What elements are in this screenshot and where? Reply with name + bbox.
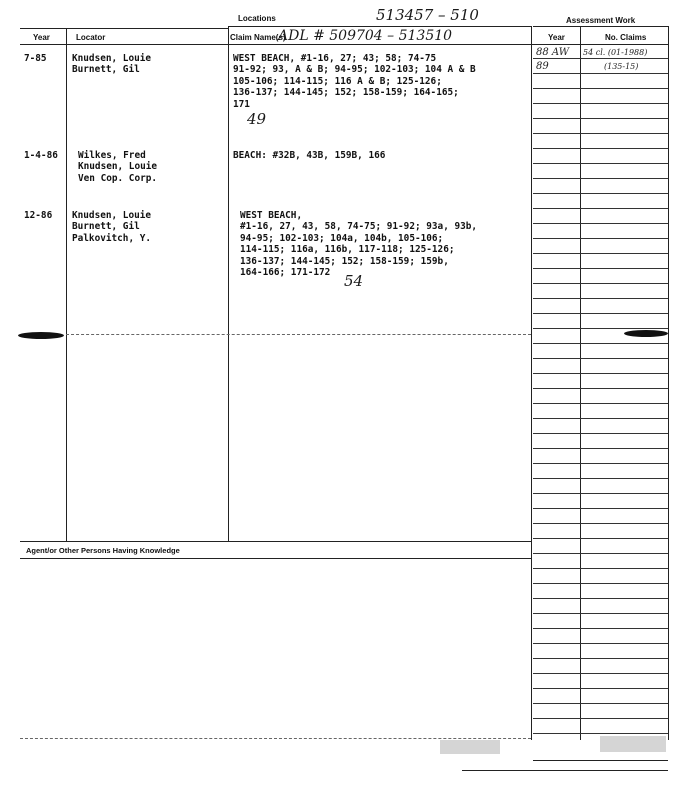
- entry-2-claims: [233, 150, 385, 161]
- entry-1-year: 7-85: [24, 53, 47, 64]
- claim-line: 171: [233, 98, 250, 110]
- claim-line: WEST BEACH,: [240, 210, 303, 221]
- assessment-header-top-rule: [533, 26, 668, 27]
- agent-label: Agent/or Other Persons Having Knowledge: [26, 546, 180, 555]
- locations-label: Locations: [238, 14, 276, 23]
- claim-names-column-header: Claim Name(s): [230, 33, 286, 42]
- entry-3-locators: [72, 210, 151, 244]
- entry-3-year: 12-86: [24, 210, 53, 221]
- claim-line: 136-137; 144-145; 152; 158-159; 159b,: [240, 255, 449, 267]
- agent-section-rule: [20, 541, 531, 542]
- locator-name: Ven Cop. Corp.: [78, 172, 158, 184]
- assessment-year-column-header: Year: [548, 33, 565, 42]
- claim-line: BEACH: #32B, 43B, 159B, 166: [233, 150, 386, 161]
- entry-2-year: 1-4-86: [24, 150, 58, 161]
- dashed-scan-line-bottom: [20, 738, 531, 739]
- assessment-work-label: Assessment Work: [566, 16, 636, 25]
- claim-line: 136-137; 144-145; 152; 158-159; 164-165;: [233, 87, 459, 99]
- claim-line: 105-106; 114-115; 116 A & B; 125-126;: [233, 75, 442, 87]
- assessment-year-1: 88 AW: [536, 47, 569, 58]
- scan-noise: [600, 736, 666, 752]
- claims-assessment-divider: [531, 26, 532, 740]
- dashed-scan-line: [66, 334, 531, 335]
- ink-smudge-right: [624, 330, 668, 337]
- entry-1-locators: [72, 53, 151, 76]
- locator-name: Knudsen, Louie: [72, 53, 152, 64]
- header-top-rule-left: [20, 28, 228, 29]
- entry-3-claims: [240, 210, 477, 278]
- assessment-claims-column-header: No. Claims: [605, 33, 647, 42]
- form-right-border: [668, 26, 669, 740]
- claim-line: #1-16, 27, 43, 58, 74-75; 91-92; 93a, 93b,: [240, 221, 478, 233]
- assessment-claims-2: (135-15): [604, 62, 639, 71]
- claim-line: 114-115; 116a, 116b, 117-118; 125-126;: [240, 244, 455, 256]
- bottom-rule-2: [533, 760, 668, 761]
- locator-name: Burnett, Gil: [72, 64, 140, 76]
- locator-name: Burnett, Gil: [72, 221, 140, 233]
- claim-line: WEST BEACH, #1-16, 27; 43; 58; 74-75: [233, 53, 437, 64]
- locator-name: Knudsen, Louie: [72, 210, 152, 221]
- entry-1-count-note: 49: [247, 110, 267, 128]
- claim-line: 94-95; 102-103; 104a, 104b, 105-106;: [240, 232, 444, 244]
- locator-column-header: Locator: [76, 33, 106, 42]
- locator-claims-divider: [228, 26, 229, 541]
- locator-name: Knudsen, Louie: [78, 161, 158, 173]
- agent-label-rule: [20, 558, 531, 559]
- scan-noise: [440, 740, 500, 754]
- locations-handwritten: 513457 – 510: [376, 6, 479, 24]
- bottom-rule: [462, 770, 668, 771]
- header-bottom-rule: [20, 44, 668, 45]
- year-locator-divider: [66, 28, 67, 541]
- entry-1-claims: [233, 53, 476, 110]
- assessment-claims-1: 54 cl. (01-1988): [583, 48, 648, 57]
- locator-name: Palkovitch, Y.: [72, 232, 152, 244]
- entry-3-count-note: 54: [344, 272, 364, 290]
- claim-line: 164-166; 171-172: [240, 267, 331, 279]
- claim-names-handwritten: ADL # 509704 – 513510: [278, 28, 453, 44]
- locator-name: Wilkes, Fred: [78, 150, 146, 161]
- entry-2-locators: [78, 150, 157, 184]
- ink-smudge-left: [18, 332, 64, 339]
- header-top-rule: [228, 26, 531, 27]
- claim-line: 91-92; 93, A & B; 94-95; 102-103; 104 A & B: [233, 64, 476, 76]
- assessment-year-2: 89: [536, 61, 549, 72]
- year-column-header: Year: [33, 33, 50, 42]
